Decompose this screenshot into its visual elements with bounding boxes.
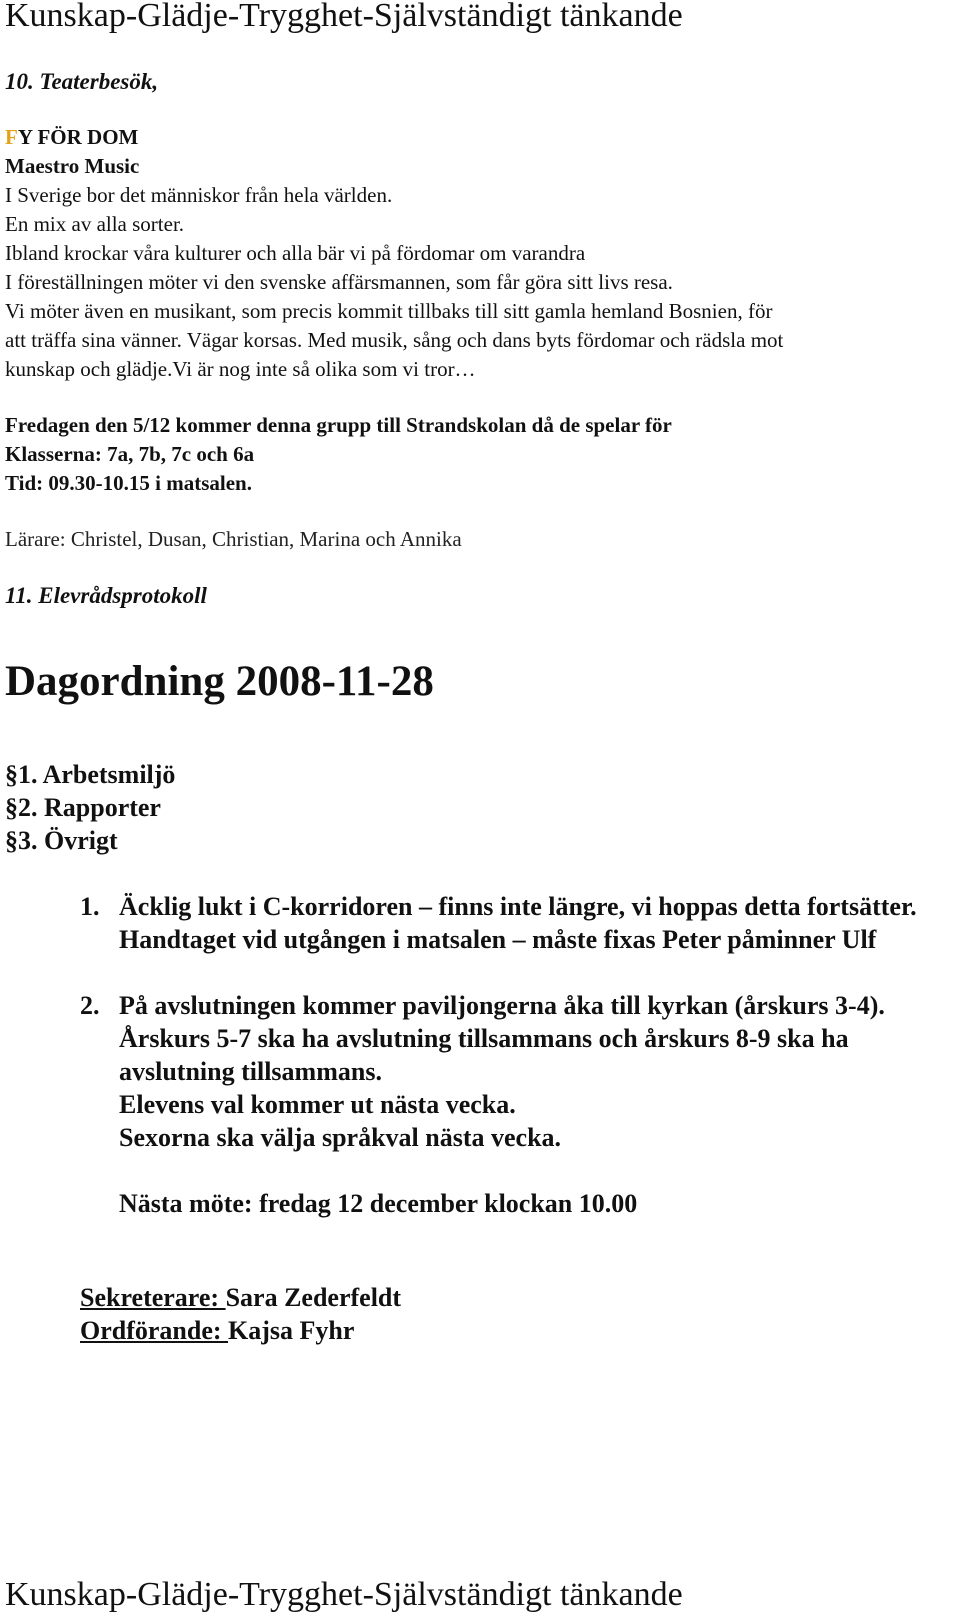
play-text-line: Ibland krockar våra kulturer och alla bär vi på fördomar om varandra bbox=[5, 241, 586, 265]
play-text-line: kunskap och glädje.Vi är nog inte så olika som vi tror… bbox=[5, 357, 476, 381]
play-text-line: att träffa sina vänner. Vägar korsas. Med musik, sång och dans byts fördomar och rädsla mot bbox=[5, 328, 784, 352]
minutes-item-text: Handtaget vid utgången i matsalen – måste fixas Peter påminner Ulf bbox=[119, 925, 877, 954]
play-title-initial: F bbox=[5, 125, 18, 149]
performance-time: Tid: 09.30-10.15 i matsalen. bbox=[5, 471, 252, 495]
minutes-item-number: 2. bbox=[80, 991, 100, 1020]
minutes-item-text: På avslutningen kommer paviljongerna åka till kyrkan (årskurs 3-4). Årskurs 5-7 ska ha avslutning tillsammans och årskurs 8-9 ska ha avslutning tillsammans. bbox=[119, 991, 885, 1086]
minutes-item-text: Elevens val kommer ut nästa vecka. bbox=[119, 1090, 516, 1119]
play-subtitle: Maestro Music bbox=[5, 154, 140, 178]
minutes-item-text: Sexorna ska välja språkval nästa vecka. bbox=[119, 1123, 562, 1152]
chair-label: Ordförande: bbox=[80, 1316, 229, 1345]
play-text-line: I Sverige bor det människor från hela världen. bbox=[5, 183, 393, 207]
performance-info-line: Fredagen den 5/12 kommer denna grupp till Strandskolan då de spelar för bbox=[5, 413, 672, 437]
play-title-rest: Y FÖR DOM bbox=[17, 125, 139, 149]
play-text-line: I föreställningen möter vi den svenske affärsmannen, som får göra sitt livs resa. bbox=[5, 270, 673, 294]
minutes-item-number: 1. bbox=[80, 892, 100, 921]
play-text-line: Vi möter även en musikant, som precis kommit tillbaks till sitt gamla hemland Bosnien, för bbox=[5, 299, 773, 323]
play-title bbox=[5, 123, 138, 152]
minutes-list bbox=[80, 890, 950, 1220]
chair-name: Kajsa Fyhr bbox=[228, 1316, 355, 1345]
minutes-item bbox=[80, 989, 950, 1220]
teachers-line: Lärare: Christel, Dusan, Christian, Marina och Annika bbox=[5, 527, 462, 551]
agenda-list bbox=[5, 758, 175, 857]
secretary-label: Sekreterare: bbox=[80, 1283, 226, 1312]
section-11-heading: 11. Elevrådsprotokoll bbox=[5, 583, 207, 608]
minutes-item-text: Äcklig lukt i C-korridoren – finns inte längre, vi hoppas detta fortsätter. bbox=[119, 892, 917, 921]
play-text-line: En mix av alla sorter. bbox=[5, 212, 185, 236]
secretary-line bbox=[80, 1281, 401, 1314]
agenda-item: §3. Övrigt bbox=[5, 826, 118, 855]
agenda-title: Dagordning 2008-11-28 bbox=[5, 658, 434, 705]
performance-classes: Klasserna: 7a, 7b, 7c och 6a bbox=[5, 442, 255, 466]
agenda-item: §1. Arbetsmiljö bbox=[5, 760, 176, 789]
minutes-item bbox=[80, 890, 950, 956]
secretary-name: Sara Zederfeldt bbox=[225, 1283, 402, 1312]
next-meeting: Nästa möte: fredag 12 december klockan 10.00 bbox=[119, 1189, 638, 1218]
page-footer: Kunskap-Glädje-Trygghet-Självständigt tänkande bbox=[5, 1576, 683, 1613]
chair-line bbox=[80, 1314, 354, 1347]
section-10-heading: 10. Teaterbesök, bbox=[5, 69, 159, 94]
agenda-item: §2. Rapporter bbox=[5, 793, 161, 822]
page-header: Kunskap-Glädje-Trygghet-Självständigt tänkande bbox=[5, 0, 683, 34]
